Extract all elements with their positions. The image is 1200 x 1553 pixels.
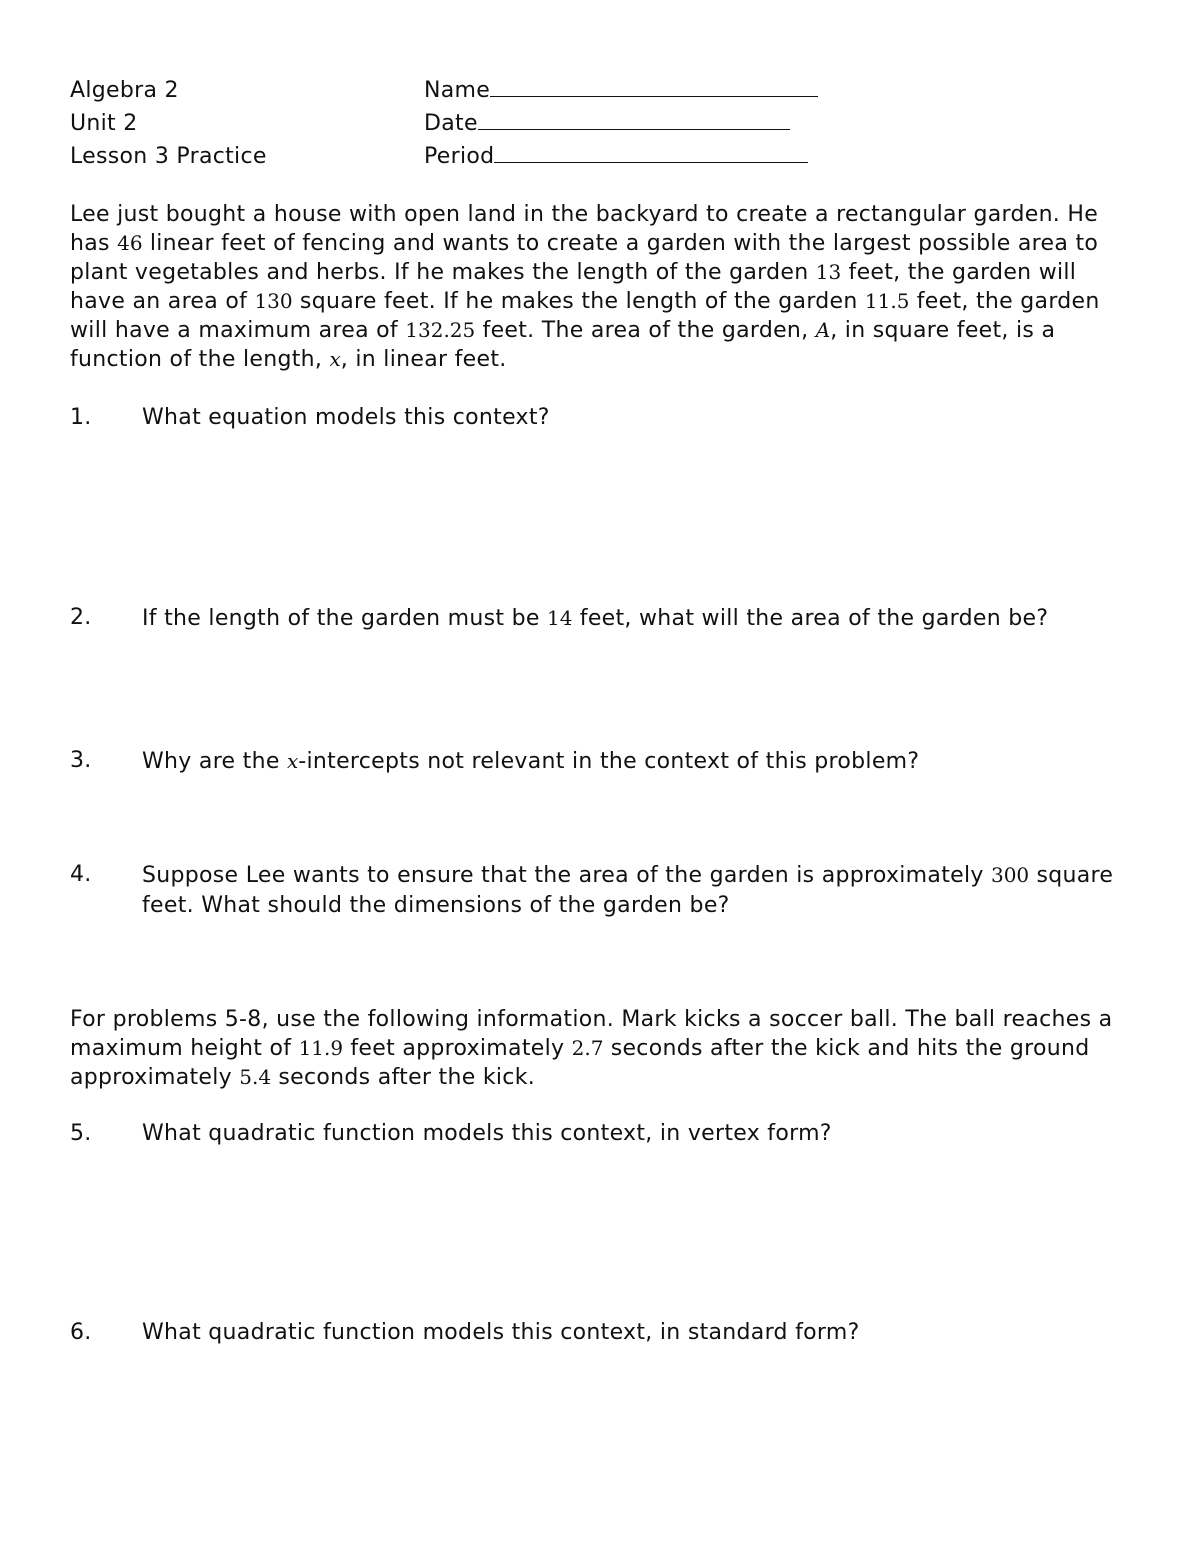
date-blank[interactable] xyxy=(478,107,790,130)
question-text xyxy=(142,746,1132,777)
length-value: 14 xyxy=(547,606,573,630)
question-number: 4. xyxy=(70,862,92,887)
length-value: 13 xyxy=(815,260,842,284)
question-text-part: feet, what will the area of the garden be? xyxy=(572,606,1049,631)
question-text: What quadratic function models this context, in standard form? xyxy=(142,1320,860,1345)
question-text-part: If the length of the garden must be xyxy=(142,606,548,631)
landing-time-value: 5.4 xyxy=(239,1065,272,1089)
name-label: Name xyxy=(424,78,491,103)
intro-text: For problems 5-8, use the following information. Mark kicks a soccer ball. The ball reaches a maximum height of xyxy=(70,1007,1113,1061)
question-text: What equation models this context? xyxy=(142,405,550,430)
period-blank[interactable] xyxy=(494,140,808,163)
peak-time-value: 2.7 xyxy=(571,1036,604,1060)
intro-text: feet approximately xyxy=(343,1036,572,1061)
max-length-value: 11.5 xyxy=(864,289,910,313)
target-area-value: 300 xyxy=(990,863,1030,887)
area-value: 130 xyxy=(254,289,293,313)
max-height-value: 11.9 xyxy=(298,1036,344,1060)
question-text xyxy=(142,860,1132,921)
question-text-part: square feet. What should the dimensions of the garden be? xyxy=(142,863,1114,918)
intro-text: seconds after the kick and hits the ground approximately xyxy=(70,1036,1090,1090)
max-area-value: 132.25 xyxy=(405,318,476,342)
question-number: 1. xyxy=(70,405,92,430)
name-row xyxy=(424,74,818,107)
intro-text: feet, the garden will have a maximum area of xyxy=(70,289,1100,343)
header-left xyxy=(70,74,267,173)
question-text-part: Why are the xyxy=(142,749,287,774)
x-variable: x xyxy=(286,749,299,773)
course-title: Algebra 2 xyxy=(70,78,179,103)
question-text xyxy=(142,603,1132,634)
question-number: 6. xyxy=(70,1320,92,1345)
intro-text: Lee just bought a house with open land in the backyard to create a rectangular garden. He has xyxy=(70,202,1099,256)
intro-text: seconds after the kick. xyxy=(271,1065,536,1090)
length-variable: x xyxy=(329,347,341,371)
question-text-part: Suppose Lee wants to ensure that the area of the garden is approximately xyxy=(142,863,991,888)
question-number: 2. xyxy=(70,605,92,630)
lesson-title: Lesson 3 Practice xyxy=(70,144,267,169)
intro-text: feet. The area of the garden, xyxy=(475,318,816,343)
intro-text: linear feet of fencing and wants to create a garden with the largest possible area to plant vegetables and herbs. If he makes the length of the garden xyxy=(70,231,1099,285)
unit-title: Unit 2 xyxy=(70,111,138,136)
intro-text: , in square feet, is a function of the length, xyxy=(70,318,1056,372)
intro-text: square feet. If he makes the length of the garden xyxy=(292,289,865,314)
name-blank[interactable] xyxy=(490,74,818,97)
intro-text: feet, the garden will have an area of xyxy=(70,260,1077,314)
question-text: What quadratic function models this context, in vertex form? xyxy=(142,1121,832,1146)
date-row xyxy=(424,107,818,140)
question-number: 5. xyxy=(70,1121,92,1146)
area-variable: A xyxy=(815,318,831,342)
header-right xyxy=(424,74,818,173)
intro-text: , in linear feet. xyxy=(340,347,507,372)
soccer-intro-paragraph xyxy=(70,1005,1130,1092)
garden-intro-paragraph xyxy=(70,200,1130,374)
question-number: 3. xyxy=(70,748,92,773)
question-text-part: -intercepts not relevant in the context of this problem? xyxy=(298,749,920,774)
period-label: Period xyxy=(424,144,495,169)
period-row xyxy=(424,140,818,173)
date-label: Date xyxy=(424,111,478,136)
fence-length-value: 46 xyxy=(117,231,143,255)
